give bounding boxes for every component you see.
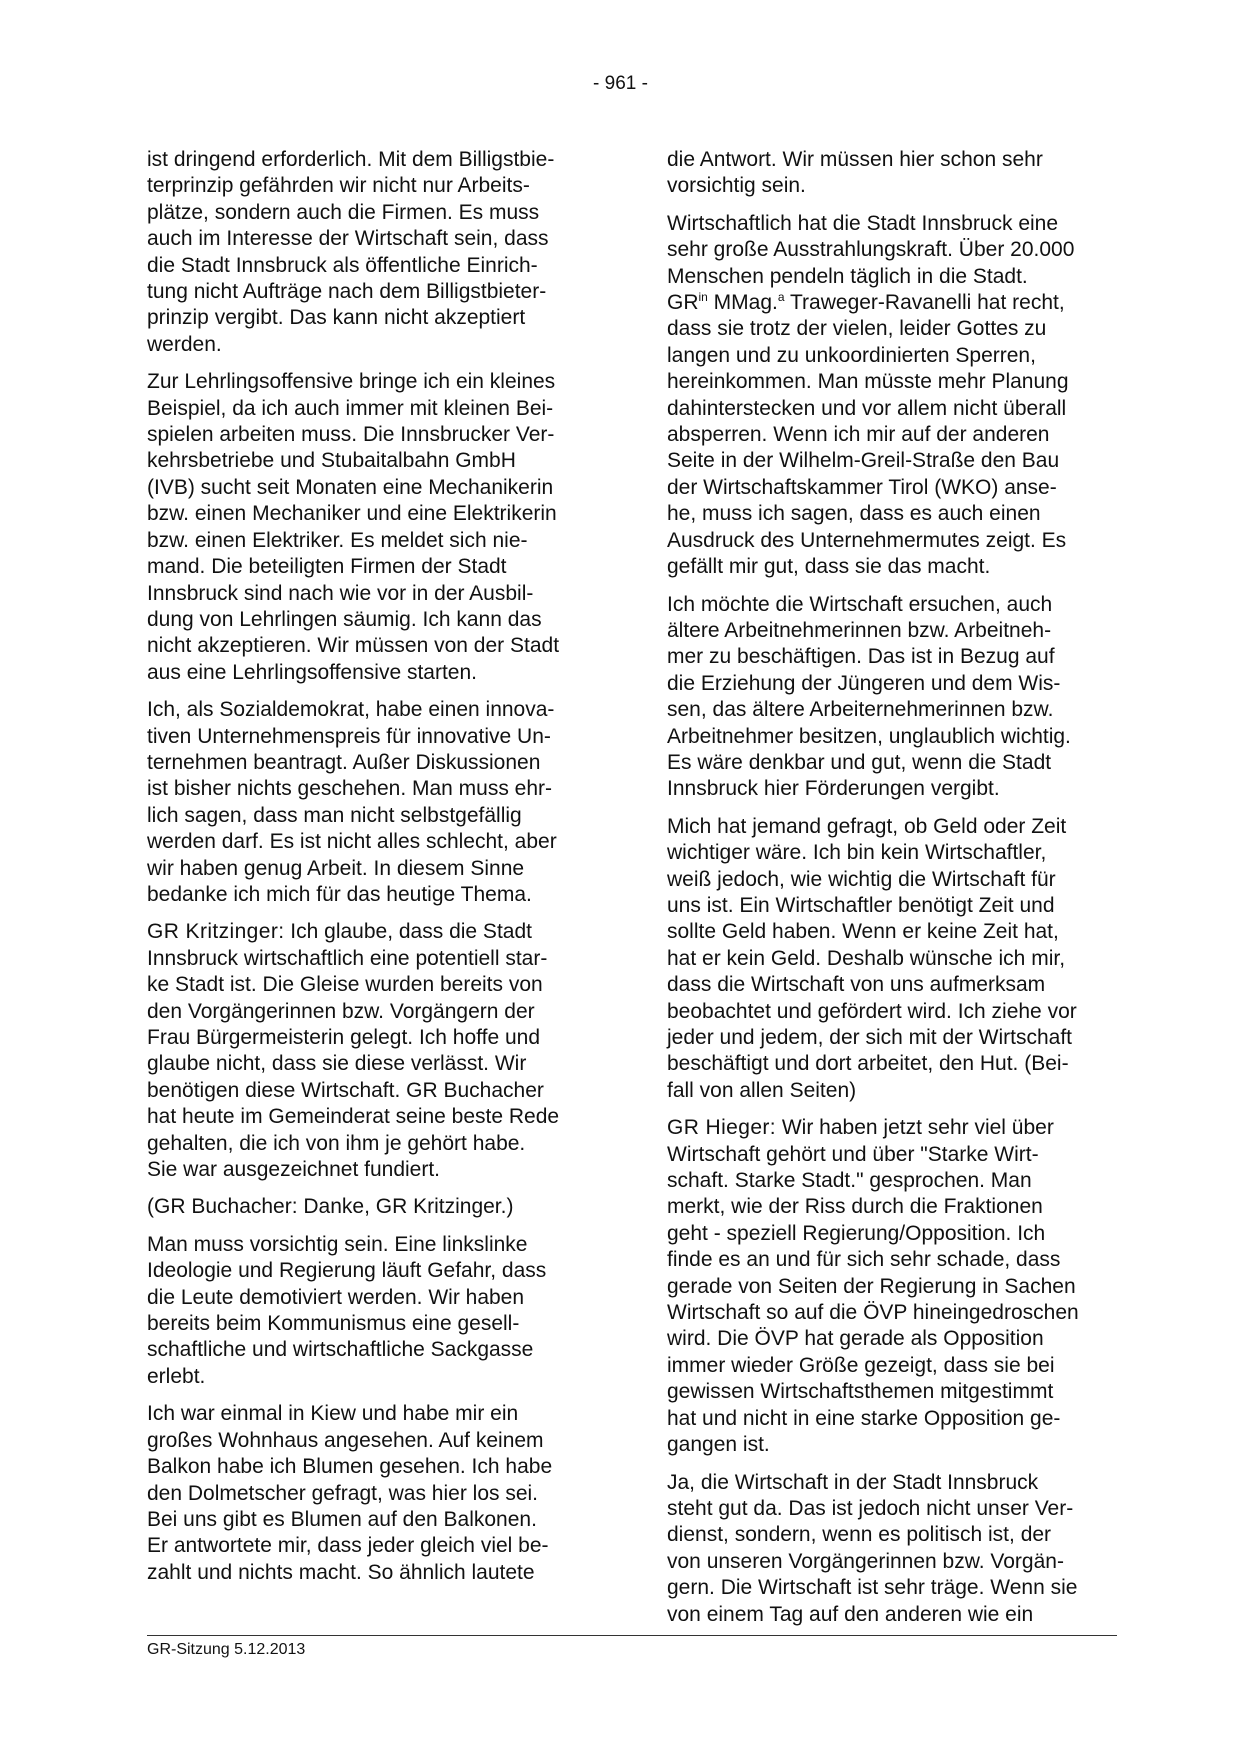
text-line: Ich war einmal in Kiew und habe mir ein: [147, 1402, 519, 1426]
text-line: gern. Die Wirtschaft ist sehr träge. Wenn sie: [667, 1576, 1078, 1600]
text-line: die Antwort. Wir müssen hier schon sehr: [667, 148, 1043, 171]
text-line: auch im Interesse der Wirtschaft sein, dass: [147, 227, 549, 251]
text-line: die Leute demotiviert werden. Wir haben: [147, 1285, 525, 1309]
text-line: die Stadt Innsbruck als öffentliche Einrich-: [147, 253, 538, 277]
text-line: hat er kein Geld. Deshalb wünsche ich mir,: [667, 946, 1066, 970]
text-line: (IVB) sucht seit Monaten eine Mechanikerin: [147, 475, 554, 499]
text-line: sen, das ältere Arbeiternehmerinnen bzw.: [667, 698, 1054, 722]
text-line: von unseren Vorgängerinnen bzw. Vorgän-: [667, 1549, 1064, 1573]
text-line: dass sie trotz der vielen, leider Gottes zu: [667, 317, 1047, 341]
text-line: dung von Lehrlingen säumig. Ich kann das: [147, 607, 542, 631]
text-line: merkt, wie der Riss durch die Fraktionen: [667, 1195, 1043, 1219]
speaker-paragraph: [667, 1115, 1133, 1458]
text-fragment: Ich glaube, dass die Stadt: [284, 920, 532, 944]
superscript: a: [777, 290, 785, 305]
text-line: Ausdruck des Unternehmermutes zeigt. Es: [667, 528, 1067, 552]
text-line: Innsbruck hier Förderungen vergibt.: [667, 777, 1000, 801]
text-line: zahlt und nichts macht. So ähnlich lautete: [147, 1560, 535, 1584]
text-line: Man muss vorsichtig sein. Eine linkslinke: [147, 1232, 528, 1256]
text-line: Sie war ausgezeichnet fundiert.: [147, 1158, 441, 1182]
text-line: Ich möchte die Wirtschaft ersuchen, auch: [667, 592, 1053, 616]
text-line: benötigen diese Wirtschaft. GR Buchacher: [147, 1078, 544, 1102]
text-fragment: Traweger-Ravanelli hat recht,: [784, 291, 1065, 315]
text-line: [147, 919, 607, 945]
text-line: plätze, sondern auch die Firmen. Es muss: [147, 200, 540, 224]
text-line: ist dringend erforderlich. Mit dem Billigstbie-: [147, 148, 555, 171]
paragraph: [147, 1401, 607, 1586]
text-line: [667, 1115, 1133, 1141]
paragraph: [667, 211, 1133, 581]
paragraph: [147, 697, 607, 908]
text-line: (GR Buchacher: Danke, GR Kritzinger.): [147, 1195, 514, 1219]
text-line: Menschen pendeln täglich in die Stadt.: [667, 264, 1028, 288]
text-line: hat heute im Gemeinderat seine beste Rede: [147, 1105, 560, 1129]
superscript: in: [698, 290, 708, 305]
text-line: he, muss ich sagen, dass es auch einen: [667, 502, 1041, 526]
text-line: der Wirtschaftskammer Tirol (WKO) anse-: [667, 475, 1057, 499]
text-fragment: GR: [667, 291, 699, 315]
text-line: beobachtet und gefördert wird. Ich ziehe vor: [667, 999, 1077, 1023]
speaker-name: GR Hieger:: [667, 1116, 777, 1140]
text-line: wird. Die ÖVP hat gerade als Opposition: [667, 1327, 1044, 1351]
text-line: den Vorgängerinnen bzw. Vorgängern der: [147, 999, 535, 1023]
text-line: Ideologie und Regierung läuft Gefahr, dass: [147, 1259, 547, 1283]
text-line: ist bisher nichts geschehen. Man muss ehr-: [147, 777, 553, 801]
text-line: Innsbruck wirtschaftlich eine potentiell star-: [147, 946, 548, 970]
text-line: den Dolmetscher gefragt, was hier los sei.: [147, 1481, 539, 1505]
text-line: gefällt mir gut, dass sie das macht.: [667, 555, 991, 579]
text-fragment: Wir haben jetzt sehr viel über: [776, 1116, 1054, 1140]
text-line: Seite in der Wilhelm-Greil-Straße den Bau: [667, 449, 1060, 473]
text-line: sollte Geld haben. Wenn er keine Zeit hat,: [667, 920, 1059, 944]
text-line: Wirtschaft gehört und über "Starke Wirt-: [667, 1142, 1039, 1166]
text-line: Zur Lehrlingsoffensive bringe ich ein kleines: [147, 370, 556, 394]
paragraph: [667, 1470, 1133, 1628]
right-column: [667, 147, 1133, 1639]
text-line: absperren. Wenn ich mir auf der anderen: [667, 423, 1050, 447]
text-line: dienst, sondern, wenn es politisch ist, der: [667, 1523, 1052, 1547]
text-line: sehr große Ausstrahlungskraft. Über 20.000: [667, 238, 1075, 262]
text-line: mand. Die beteiligten Firmen der Stadt: [147, 555, 507, 579]
text-line: ältere Arbeitnehmerinnen bzw. Arbeitneh-: [667, 618, 1052, 642]
text-line: Innsbruck sind nach wie vor in der Ausbil-: [147, 581, 534, 605]
text-line: dass die Wirtschaft von uns aufmerksam: [667, 973, 1046, 997]
text-line: fall von allen Seiten): [667, 1078, 857, 1102]
text-line: geht - speziell Regierung/Opposition. Ich: [667, 1221, 1046, 1245]
text-line: Er antwortete mir, dass jeder gleich viel be-: [147, 1534, 549, 1558]
text-line: weiß jedoch, wie wichtig die Wirtschaft für: [667, 867, 1056, 891]
paragraph: [667, 592, 1133, 803]
text-line: gehalten, die ich von ihm je gehört habe.: [147, 1131, 526, 1155]
text-line: beschäftigt und dort arbeitet, den Hut. (Bei-: [667, 1052, 1069, 1076]
text-line: bereits beim Kommunismus eine gesell-: [147, 1312, 520, 1336]
text-line: prinzip vergibt. Das kann nicht akzeptiert: [147, 306, 526, 330]
text-line: die Erziehung der Jüngeren und dem Wis-: [667, 671, 1061, 695]
text-line: nicht akzeptieren. Wir müssen von der Stadt: [147, 634, 560, 658]
speaker-name: GR Kritzinger:: [147, 920, 285, 944]
paragraph: [147, 1232, 607, 1390]
text-line: gerade von Seiten der Regierung in Sachen: [667, 1274, 1076, 1298]
text-line: Ich, als Sozialdemokrat, habe einen innova-: [147, 698, 555, 722]
speaker-paragraph: [147, 919, 607, 1183]
text-line: tung nicht Aufträge nach dem Billigstbieter-: [147, 280, 547, 304]
text-line: uns ist. Ein Wirtschaftler benötigt Zeit und: [667, 893, 1055, 917]
text-fragment: MMag.: [707, 291, 778, 315]
text-line: tiven Unternehmenspreis für innovative Un-: [147, 724, 551, 748]
text-line: spielen arbeiten muss. Die Innsbrucker Ver-: [147, 423, 555, 447]
paragraph: [147, 369, 607, 686]
paragraph: [667, 147, 1133, 200]
text-line: Frau Bürgermeisterin gelegt. Ich hoffe und: [147, 1026, 541, 1049]
text-line: dahinterstecken und vor allem nicht überall: [667, 396, 1067, 420]
text-line: Arbeitnehmer besitzen, unglaublich wichtig.: [667, 724, 1071, 748]
text-line: mer zu beschäftigen. Das ist in Bezug auf: [667, 645, 1055, 669]
text-line: gangen ist.: [667, 1433, 770, 1457]
text-line: aus eine Lehrlingsoffensive starten.: [147, 660, 477, 684]
text-line: Balkon habe ich Blumen gesehen. Ich habe: [147, 1455, 553, 1479]
text-line: hereinkommen. Man müsste mehr Planung: [667, 370, 1069, 394]
text-line: werden darf. Es ist nicht alles schlecht, aber: [147, 830, 557, 854]
text-line: werden.: [147, 332, 222, 356]
text-line: schaftliche und wirtschaftliche Sackgasse: [147, 1338, 534, 1362]
text-line: lich sagen, dass man nicht selbstgefällig: [147, 803, 522, 827]
text-line: steht gut da. Das ist jedoch nicht unser Ver-: [667, 1496, 1074, 1520]
text-line: ternehmen beantragt. Außer Diskussionen: [147, 750, 541, 774]
text-line: wir haben genug Arbeit. In diesem Sinne: [147, 856, 525, 880]
text-line: glaube nicht, dass sie diese verlässt. Wir: [147, 1052, 527, 1076]
text-line: Wirtschaft so auf die ÖVP hineingedroschen: [667, 1301, 1079, 1325]
left-column: [147, 147, 607, 1597]
text-line: Wirtschaftlich hat die Stadt Innsbruck eine: [667, 211, 1059, 235]
text-line: erlebt.: [147, 1364, 206, 1388]
text-line: kehrsbetriebe und Stubaitalbahn GmbH: [147, 449, 516, 473]
text-line: bedanke ich mich für das heutige Thema.: [147, 882, 532, 906]
text-line: Es wäre denkbar und gut, wenn die Stadt: [667, 750, 1052, 774]
text-line: bzw. einen Elektriker. Es meldet sich nie-: [147, 528, 528, 552]
text-line: vorsichtig sein.: [667, 174, 806, 198]
text-line: schaft. Starke Stadt." gesprochen. Man: [667, 1169, 1032, 1193]
text-line: Ja, die Wirtschaft in der Stadt Innsbruck: [667, 1470, 1039, 1494]
text-line: hat und nicht in eine starke Opposition ge-: [667, 1406, 1061, 1430]
text-line: Beispiel, da ich auch immer mit kleinen Bei-: [147, 396, 554, 420]
text-line: wichtiger wäre. Ich bin kein Wirtschaftler,: [667, 841, 1047, 865]
text-line: Mich hat jemand gefragt, ob Geld oder Zeit: [667, 814, 1067, 838]
text-line: [667, 290, 1133, 316]
text-line: Bei uns gibt es Blumen auf den Balkonen.: [147, 1507, 537, 1531]
paragraph: [667, 814, 1133, 1104]
text-line: gewissen Wirtschaftsthemen mitgestimmt: [667, 1380, 1054, 1404]
text-line: langen und zu unkoordinierten Sperren,: [667, 343, 1036, 367]
text-line: großes Wohnhaus angesehen. Auf keinem: [147, 1428, 544, 1452]
text-line: ke Stadt ist. Die Gleise wurden bereits von: [147, 973, 543, 997]
text-line: finde es an und für sich sehr schade, dass: [667, 1248, 1061, 1272]
text-line: bzw. einen Mechaniker und eine Elektrikerin: [147, 502, 557, 526]
interjection: [147, 1194, 607, 1220]
text-line: terprinzip gefährden wir nicht nur Arbeits-: [147, 174, 530, 198]
page-number: - 961 -: [593, 73, 648, 94]
paragraph: [147, 147, 607, 358]
text-line: von einem Tag auf den anderen wie ein: [667, 1602, 1034, 1626]
text-line: jeder und jedem, der sich mit der Wirtschaft: [667, 1026, 1072, 1049]
footer-session-label: GR-Sitzung 5.12.2013: [147, 1641, 306, 1658]
footer-divider: [147, 1635, 1117, 1636]
text-line: immer wieder Größe gezeigt, dass sie bei: [667, 1353, 1055, 1377]
